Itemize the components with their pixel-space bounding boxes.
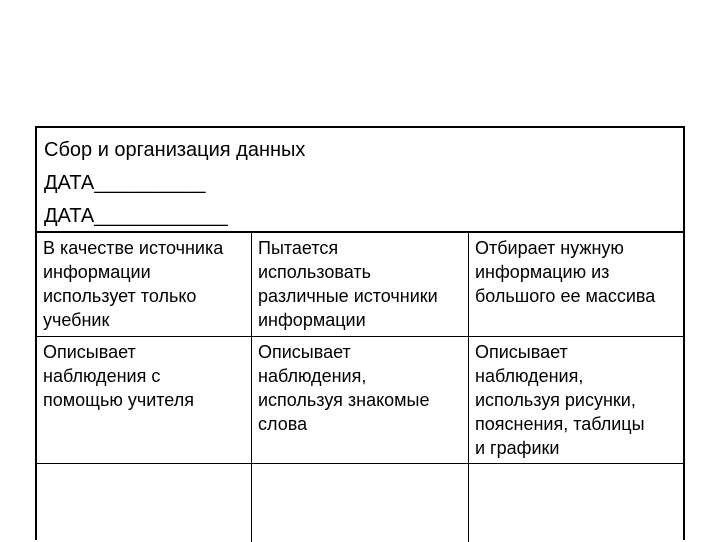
table-cell-empty [37, 464, 252, 542]
table-cell-empty [252, 464, 469, 542]
table-cell: В качестве источника информации использует только учебник [37, 233, 252, 336]
table-row [37, 337, 683, 464]
table-title: Сбор и организация данных [44, 139, 306, 161]
table-cell: Описывает наблюдения, используя рисунки, пояснения, таблицы и графики [475, 342, 645, 458]
table-row [37, 233, 683, 337]
table-cell: Описывает наблюдения с помощью учителя [37, 337, 252, 463]
criteria-grid [37, 233, 683, 542]
table-cell: Пытается использовать различные источники информации [252, 233, 469, 336]
table-cell-empty [469, 464, 683, 542]
table-row [37, 464, 683, 542]
date-line-2: ДАТА____________ [44, 205, 228, 227]
date-line-1: ДАТА__________ [44, 172, 206, 194]
table-cell: Отбирает нужную информацию из большого ее массива [475, 238, 656, 306]
table-header [37, 128, 683, 233]
assessment-table [35, 126, 685, 540]
table-cell: Описывает наблюдения, используя знакомые слова [252, 337, 469, 463]
